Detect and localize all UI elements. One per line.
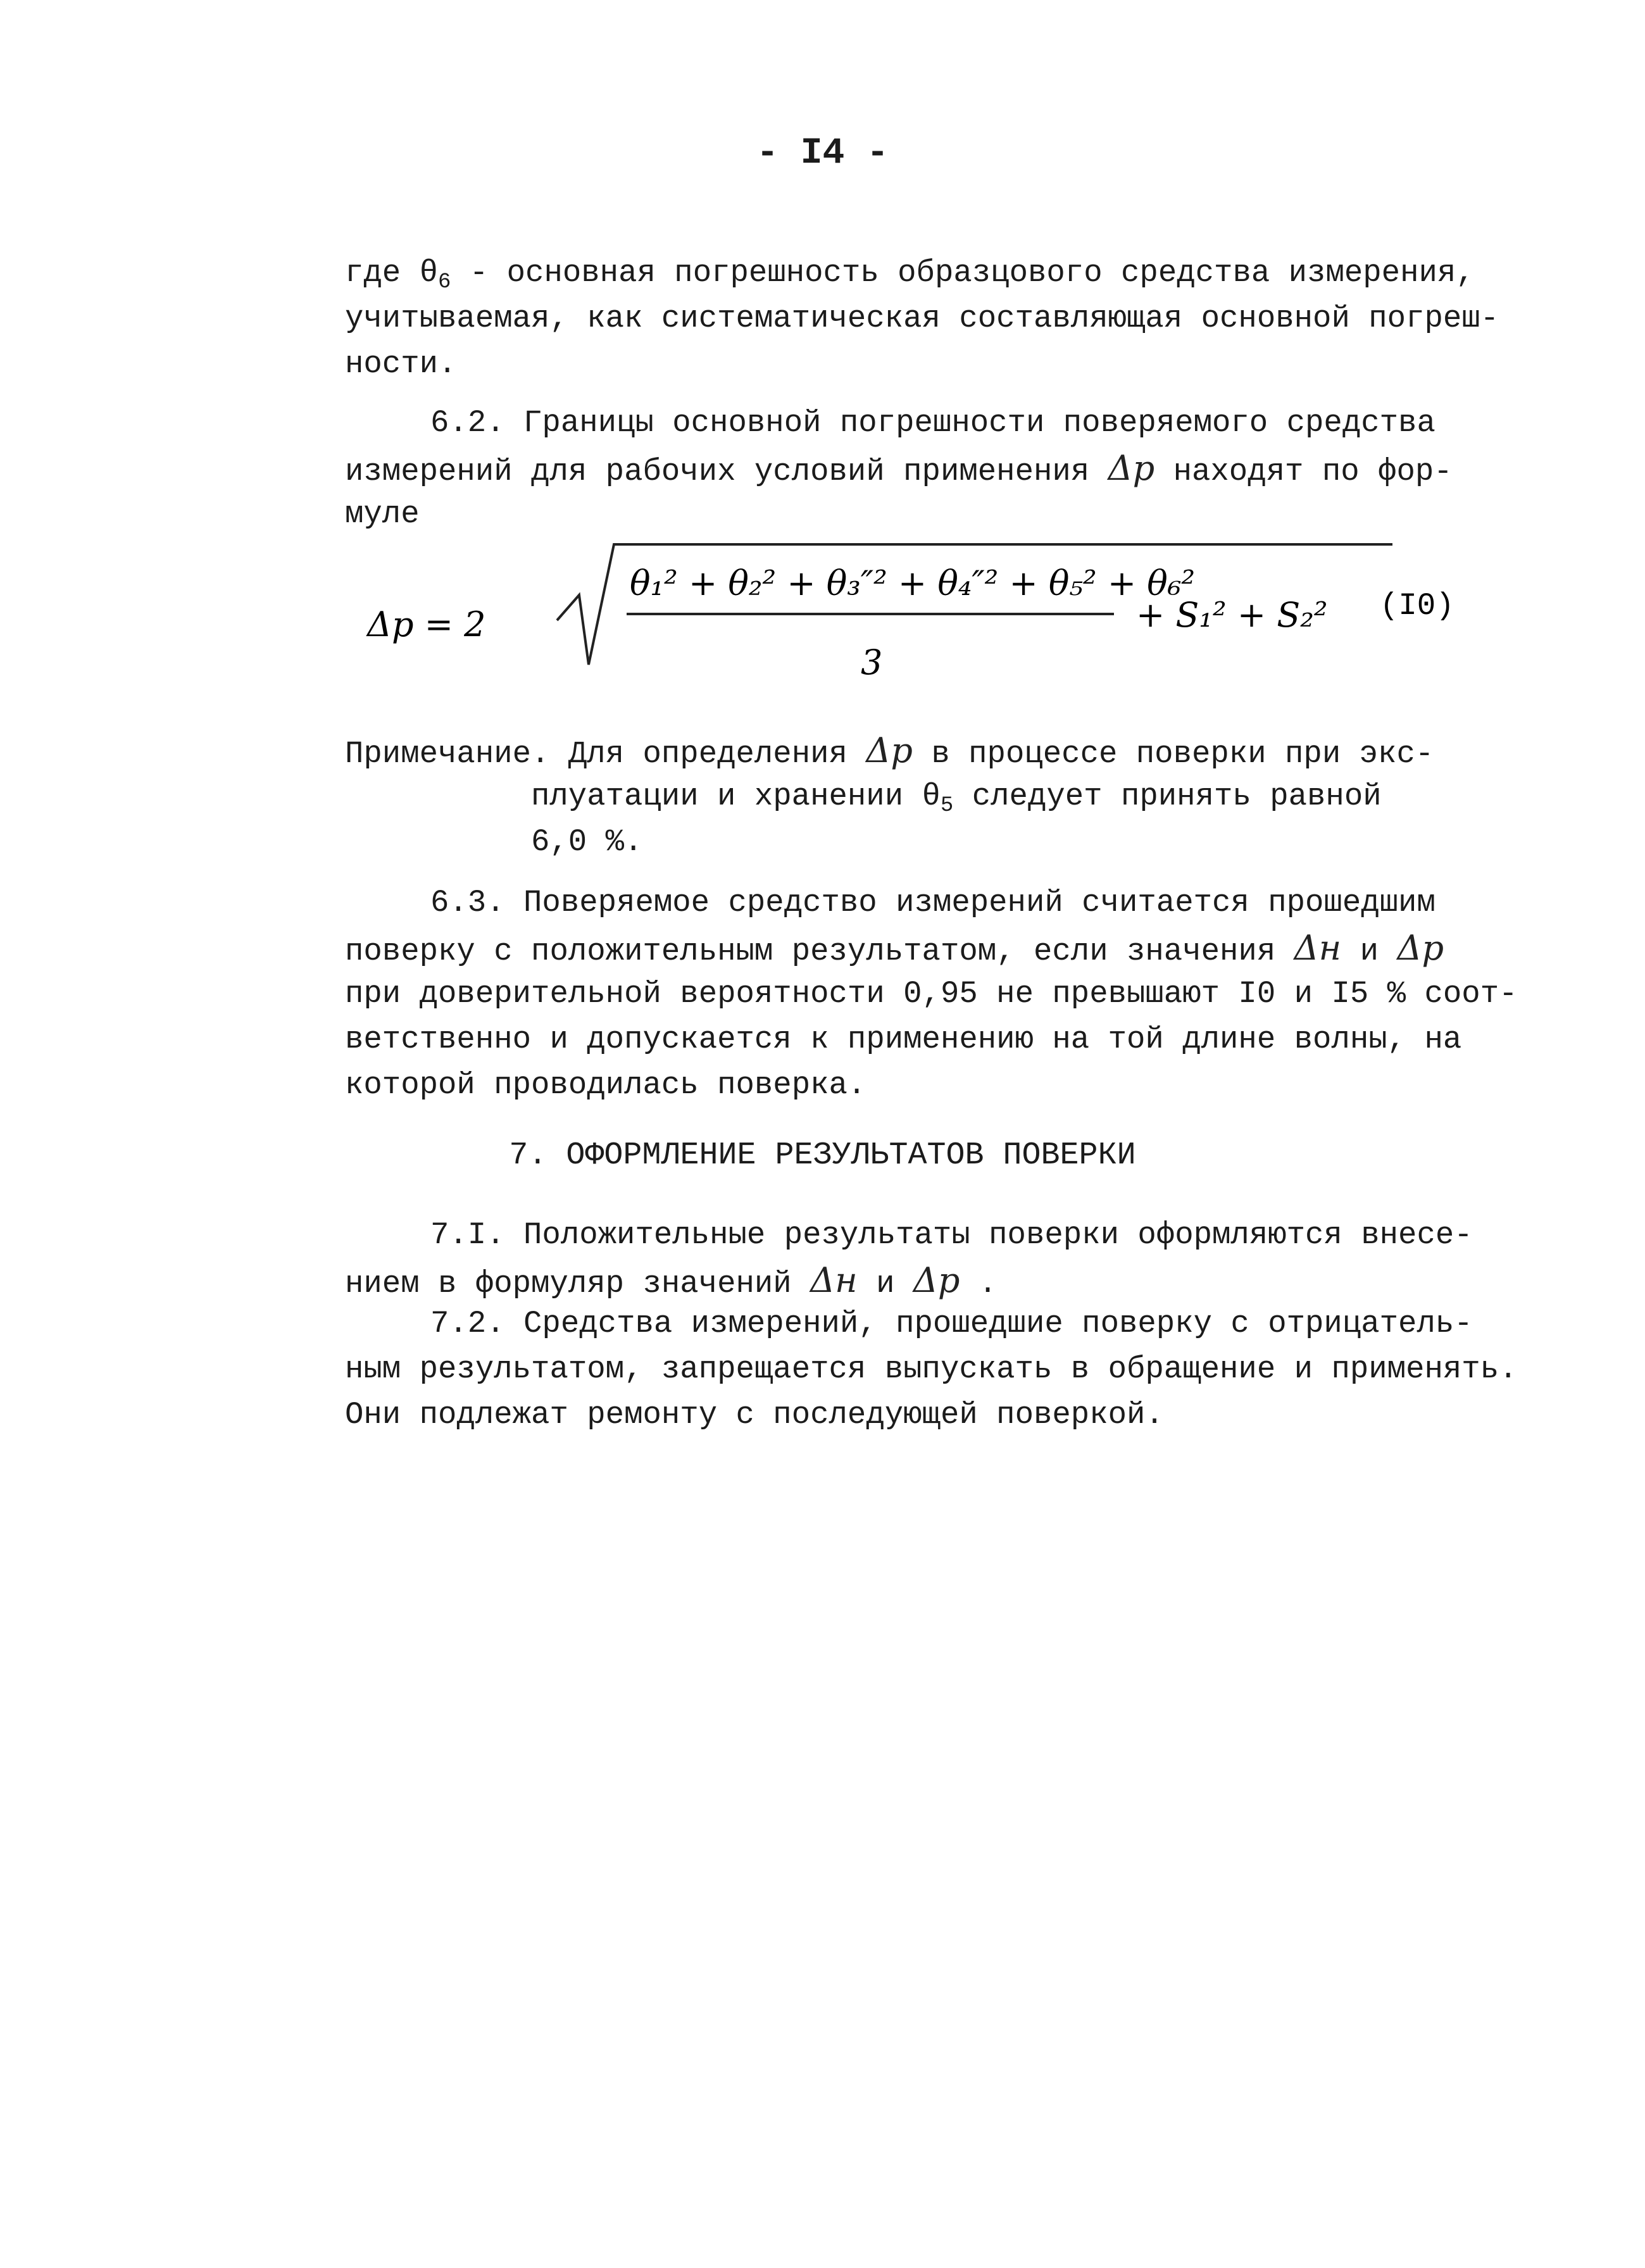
formula-lhs: Δp = 2	[367, 605, 486, 644]
text-line: измерений для рабочих условий применения Δp находят по фор-	[345, 448, 1453, 489]
paragraph-7-2	[345, 1301, 1518, 1438]
delta-p-symbol: Δp	[913, 1260, 960, 1300]
page-number: - I4 -	[756, 133, 889, 174]
delta-n-symbol: Δн	[810, 1260, 858, 1300]
text-line: 6.2. Границы основной погрешности поверяемого средства	[430, 405, 1435, 441]
text-line: Примечание. Для определения Δp в процессе поверки при экс-	[345, 730, 1434, 772]
text-line: учитываемая, как систематическая составляющая основной погреш-	[345, 301, 1499, 336]
paragraph-6-3	[345, 880, 1518, 1108]
paragraph-theta6-definition	[345, 250, 1499, 387]
note-label: Примечание.	[345, 736, 550, 772]
delta-p-symbol: Δp	[1108, 448, 1155, 488]
note-block	[345, 728, 1434, 865]
text-line: 7.2. Средства измерений, прошедшие поверку с отрицатель-	[430, 1306, 1473, 1341]
text-line: Они подлежат ремонту с последующей поверкой.	[345, 1397, 1164, 1432]
text-line: муле	[345, 496, 420, 532]
formula-numerator: θ₁² + θ₂² + θ₃″² + θ₄″² + θ₅² + θ₆²	[630, 563, 1196, 603]
formula-svg	[361, 525, 1563, 690]
text-line: плуатации и хранении $\theta_5$ следует принять равной	[531, 779, 1382, 818]
text-line: которой проводилась поверка.	[345, 1067, 866, 1103]
text-line: 7.I. Положительные результаты поверки оформляются внесе-	[430, 1217, 1473, 1253]
text-line: нием в формуляр значений Δн и Δp .	[345, 1260, 998, 1301]
paragraph-7-1	[345, 1212, 1473, 1303]
formula-tail: + S₁² + S₂²	[1136, 595, 1328, 635]
text-line: ветственно и допускается к применению на той длине волны, на	[345, 1022, 1462, 1057]
text-line: 6.3. Поверяемое средство измерений считается прошедшим	[430, 885, 1435, 920]
delta-p-symbol: Δp	[1397, 928, 1444, 968]
delta-p-symbol: Δp	[866, 730, 913, 770]
text-line: поверку с положительным результатом, если значения Δн и Δp	[345, 928, 1444, 969]
paragraph-6-2	[345, 400, 1453, 537]
formula-10	[361, 525, 1563, 690]
equation-number: (I0)	[1380, 588, 1454, 623]
text-line: при доверительной вероятности 0,95 не превышают I0 и I5 % соот-	[345, 976, 1518, 1012]
formula-denominator: 3	[861, 642, 883, 682]
text-line: ным результатом, запрещается выпускать в обращение и применять.	[345, 1351, 1518, 1387]
delta-n-symbol: Δн	[1294, 928, 1342, 968]
text-line: где $\theta_6$ - основная погрешность образцового средства измерения,	[345, 255, 1475, 294]
text-line: ности.	[345, 346, 457, 382]
text-line: 6,0 %.	[531, 824, 643, 860]
section-7-heading: 7. ОФОРМЛЕНИЕ РЕЗУЛЬТАТОВ ПОВЕРКИ	[509, 1137, 1136, 1174]
